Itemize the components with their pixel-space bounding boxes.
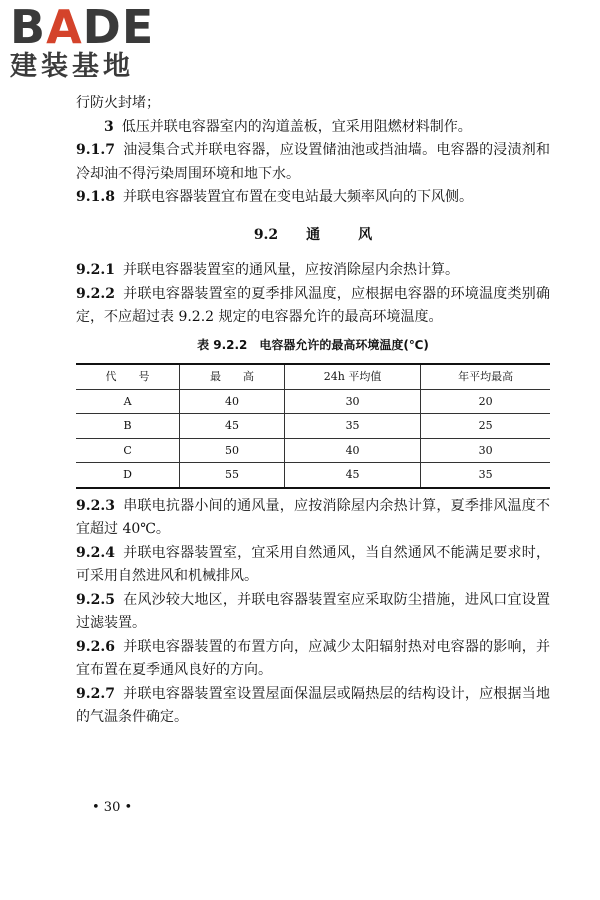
clause-9-2-1: 9.2.1 并联电容器装置室的通风量，应按消除屋内余热计算。 <box>76 262 459 278</box>
table-cell: 35 <box>421 463 550 488</box>
list-item: 3 低压并联电容器室内的沟道盖板，宜采用阻燃材料制作。 <box>104 118 472 135</box>
clause-number: 9.1.7 <box>76 142 115 158</box>
page-content <box>76 92 550 730</box>
table-cell: A <box>76 389 180 414</box>
clause-9-1-7: 9.1.7 油浸集合式并联电容器，应设置储油池或挡油墙。电容器的浸渍剂和冷却油不得污染周围环境和地下水。 <box>76 142 550 182</box>
page-number: • 30 • <box>92 800 133 815</box>
brand-logo <box>10 0 180 82</box>
clause-number: 9.2.4 <box>76 544 115 561</box>
logo-subtitle: 建装基地 <box>10 51 134 82</box>
table-cell: 45 <box>180 414 285 439</box>
clause-number: 9.2.3 <box>76 497 115 514</box>
clause-9-2-5: 9.2.5 在风沙较大地区，并联电容器装置室应采取防尘措施，进风口宜设置过滤装置。 <box>76 591 550 631</box>
temperature-table <box>76 363 550 489</box>
clause-number: 9.2.7 <box>76 685 115 702</box>
clause-9-2-7: 9.2.7 并联电容器装置室设置屋面保温层或隔热层的结构设计，应根据当地的气温条件确定。 <box>76 685 550 725</box>
column-header: 24h 平均值 <box>284 364 420 389</box>
table-cell: D <box>76 463 180 488</box>
table-cell: 45 <box>284 463 420 488</box>
paragraph-continuation: 行防火封堵； <box>76 95 160 111</box>
clause-number: 9.2.6 <box>76 638 115 655</box>
clause-number: 9.2.5 <box>76 591 115 608</box>
clause-number: 9.2.1 <box>76 262 115 278</box>
table-cell: 40 <box>284 438 420 463</box>
table-cell: 30 <box>421 438 550 463</box>
table-caption: 表 9.2.2 电容器允许的最高环境温度(℃) <box>197 337 429 352</box>
logo-wordmark: BADE <box>10 0 155 54</box>
table-cell: 40 <box>180 389 285 414</box>
table-cell: C <box>76 438 180 463</box>
clause-9-2-4: 9.2.4 并联电容器装置室，宜采用自然通风，当自然通风不能满足要求时，可采用自然进风和机械排风。 <box>76 544 550 584</box>
clause-number: 9.2.2 <box>76 285 115 302</box>
table-cell: 20 <box>421 389 550 414</box>
table-cell: 25 <box>421 414 550 439</box>
clause-9-2-6: 9.2.6 并联电容器装置的布置方向，应减少太阳辐射热对电容器的影响，并宜布置在夏季通风良好的方向。 <box>76 638 550 678</box>
table-cell: B <box>76 414 180 439</box>
column-header: 代 号 <box>76 364 180 389</box>
table-row <box>76 389 550 414</box>
section-heading: 9.2 通 风 <box>253 226 373 243</box>
clause-number: 9.1.8 <box>76 189 115 205</box>
table-cell: 30 <box>284 389 420 414</box>
table-cell: 55 <box>180 463 285 488</box>
column-header: 最 高 <box>180 364 285 389</box>
clause-9-2-2: 9.2.2 并联电容器装置室的夏季排风温度，应根据电容器的环境温度类别确定，不应超过表 9.2.2 规定的电容器允许的最高环境温度。 <box>76 285 550 325</box>
clause-9-1-8: 9.1.8 并联电容器装置宜布置在变电站最大频率风向的下风侧。 <box>76 189 473 205</box>
table-header-row <box>76 364 550 389</box>
table-cell: 50 <box>180 438 285 463</box>
clause-9-2-3: 9.2.3 串联电抗器小间的通风量，应按消除屋内余热计算，夏季排风温度不宜超过 40℃。 <box>76 497 550 537</box>
table-row <box>76 414 550 439</box>
item-number: 3 <box>104 118 114 135</box>
table-row <box>76 438 550 463</box>
table-row <box>76 463 550 488</box>
table-cell: 35 <box>284 414 420 439</box>
column-header: 年平均最高 <box>421 364 550 389</box>
